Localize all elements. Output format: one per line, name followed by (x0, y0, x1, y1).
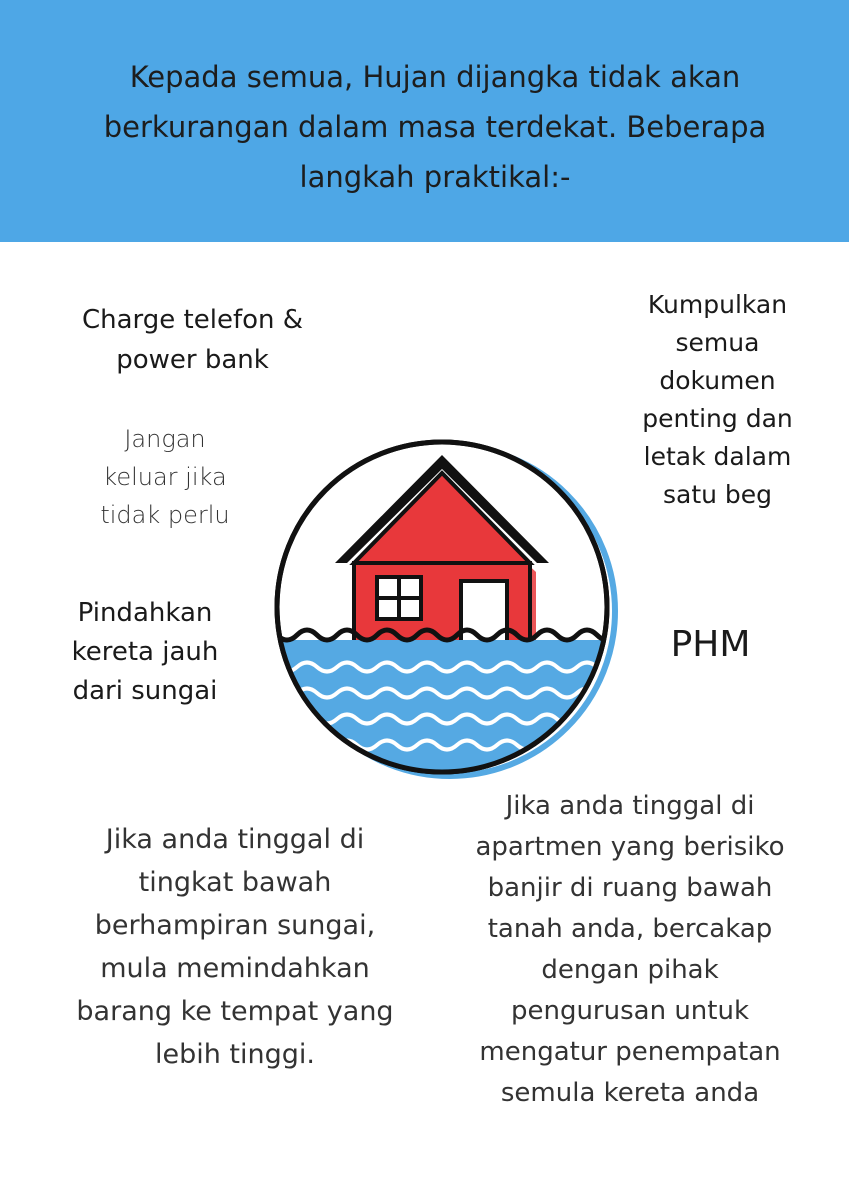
flooded-house-icon (257, 435, 635, 780)
tip-stay-home: Jangan keluar jika tidak perlu (100, 425, 230, 529)
tip-ground-floor: Jika anda tinggal di tingkat bawah berhampiran sungai, mula memindahkan barang ke tempat yang lebih tinggi. (76, 824, 394, 1070)
tip-documents: Kumpulkan semua dokumen penting dan letak dalam satu beg (642, 290, 793, 509)
tip-charge-phone: Charge telefon & power bank (81, 305, 304, 375)
tip-apartment: Jika anda tinggal di apartmen yang berisiko banjir di ruang bawah tanah anda, bercakap dengan pihak pengurusan untuk mengatur penempatan semula kereta anda (475, 791, 785, 1108)
header-text: Kepada semua, Hujan dijangka tidak akan berkurangan dalam masa terdekat. Beberapa langkah praktikal:- (103, 60, 767, 194)
phm-label: PHM (670, 624, 751, 665)
header-banner (0, 0, 849, 242)
tip-move-car: Pindahkan kereta jauh dari sungai (71, 598, 219, 706)
